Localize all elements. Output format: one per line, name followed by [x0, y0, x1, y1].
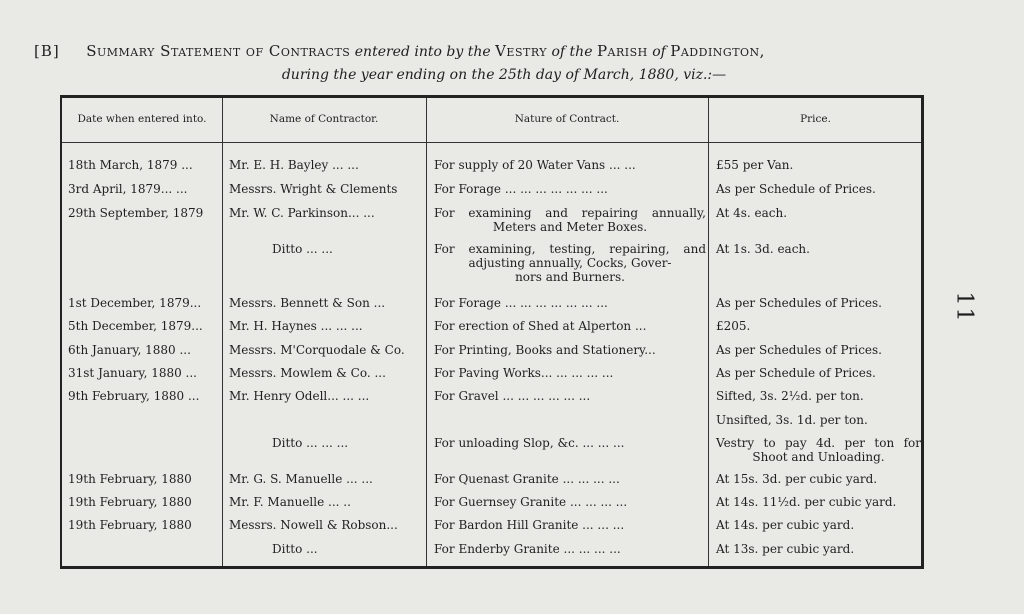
- heading-title: Summary Statement of Contracts: [86, 42, 351, 60]
- date-cell: 19th February, 1880: [68, 472, 192, 486]
- contractor-cell: Ditto ... ... ...: [272, 436, 349, 450]
- nature-line: For examining, testing, repairing, and: [434, 242, 706, 256]
- price-cell: As per Schedule of Prices.: [716, 182, 876, 196]
- header-nature: Nature of Contract.: [514, 113, 620, 125]
- contractor-cell: Messrs. Mowlem & Co. ...: [229, 366, 386, 380]
- date-cell: 6th January, 1880 ...: [68, 343, 191, 357]
- heading-paddington: Paddington,: [670, 42, 765, 60]
- contracts-table: [60, 95, 924, 569]
- contractor-cell: Messrs. M'Corquodale & Co.: [229, 343, 405, 357]
- price-cell: £205.: [716, 319, 751, 333]
- nature-cell: For Quenast Granite ... ... ... ...: [434, 472, 620, 486]
- price-cell: At 4s. each.: [716, 206, 788, 220]
- column-divider: [426, 98, 427, 566]
- price-line: Vestry to pay 4d. per ton for: [716, 436, 921, 450]
- nature-cell: For erection of Shed at Alperton ...: [434, 319, 647, 333]
- page-heading: [34, 40, 934, 87]
- nature-cell: For Guernsey Granite ... ... ... ...: [434, 495, 628, 509]
- contractor-cell: Mr. H. Haynes ... ... ...: [229, 319, 363, 333]
- nature-line: adjusting annually, Cocks, Gover-: [468, 256, 672, 270]
- nature-cell: For Printing, Books and Stationery...: [434, 343, 656, 357]
- contractor-cell: Ditto ... ...: [272, 242, 333, 256]
- heading-line-2: during the year ending on the 25th day of March, 1880, viz.:—: [281, 67, 727, 83]
- price-line: Unsifted, 3s. 1d. per ton.: [716, 413, 868, 427]
- heading-text: entered into by the: [354, 44, 491, 60]
- contractor-cell: Messrs. Bennett & Son ...: [229, 296, 386, 310]
- contractor-cell: Mr. F. Manuelle ... ..: [229, 495, 351, 509]
- nature-cell: For unloading Slop, &c. ... ... ...: [434, 436, 625, 450]
- section-reference: [B]: [34, 42, 60, 60]
- nature-cell: [434, 242, 706, 284]
- nature-cell: For Forage ... ... ... ... ... ... ...: [434, 296, 608, 310]
- heading-vestry: Vestry: [495, 42, 548, 60]
- nature-cell: For supply of 20 Water Vans ... ...: [434, 158, 636, 172]
- date-cell: 9th February, 1880 ...: [68, 389, 200, 403]
- date-cell: 19th February, 1880: [68, 518, 192, 532]
- column-divider: [708, 98, 709, 566]
- price-cell: As per Schedule of Prices.: [716, 366, 876, 380]
- date-cell: 31st January, 1880 ...: [68, 366, 197, 380]
- price-cell: At 1s. 3d. each.: [716, 242, 810, 256]
- price-line: Shoot and Unloading.: [752, 450, 885, 464]
- nature-cell: For Enderby Granite ... ... ... ...: [434, 542, 621, 556]
- date-cell: 18th March, 1879 ...: [68, 158, 193, 172]
- contractor-cell: Messrs. Nowell & Robson...: [229, 518, 398, 532]
- column-divider: [222, 98, 223, 566]
- nature-line: nors and Burners.: [515, 270, 625, 284]
- nature-cell: For Bardon Hill Granite ... ... ...: [434, 518, 625, 532]
- contractor-cell: Mr. G. S. Manuelle ... ...: [229, 472, 373, 486]
- price-cell: At 14s. 11½d. per cubic yard.: [716, 495, 897, 509]
- date-cell: 1st December, 1879...: [68, 296, 202, 310]
- page-number: 11: [951, 291, 977, 324]
- price-line: Sifted, 3s. 2½d. per ton.: [716, 389, 864, 403]
- nature-line: For examining and repairing annually,: [434, 206, 706, 220]
- header-date: Date when entered into.: [77, 113, 207, 125]
- date-cell: 3rd April, 1879... ...: [68, 182, 188, 196]
- heading-text: of: [652, 44, 666, 60]
- price-cell: [716, 436, 921, 464]
- header-rule: [62, 142, 921, 143]
- date-cell: 5th December, 1879...: [68, 319, 203, 333]
- heading-text: of the: [551, 44, 593, 60]
- price-cell: At 13s. per cubic yard.: [716, 542, 855, 556]
- date-cell: 19th February, 1880: [68, 495, 192, 509]
- nature-cell: For Forage ... ... ... ... ... ... ...: [434, 182, 608, 196]
- price-cell: £55 per Van.: [716, 158, 794, 172]
- heading-parish: Parish: [596, 42, 648, 60]
- price-cell: As per Schedules of Prices.: [716, 343, 882, 357]
- heading-line-1: [34, 40, 934, 64]
- nature-cell: For Paving Works... ... ... ... ...: [434, 366, 614, 380]
- price-cell: [716, 389, 921, 427]
- price-cell: As per Schedules of Prices.: [716, 296, 882, 310]
- price-cell: At 15s. 3d. per cubic yard.: [716, 472, 878, 486]
- date-cell: 29th September, 1879: [68, 206, 204, 220]
- nature-cell: For Gravel ... ... ... ... ... ...: [434, 389, 591, 403]
- price-cell: At 14s. per cubic yard.: [716, 518, 855, 532]
- contractor-cell: Mr. Henry Odell... ... ...: [229, 389, 370, 403]
- contractor-cell: Mr. W. C. Parkinson... ...: [229, 206, 375, 220]
- contractor-cell: Ditto ...: [272, 542, 318, 556]
- header-price: Price.: [800, 113, 831, 125]
- header-name: Name of Contractor.: [269, 113, 379, 125]
- contractor-cell: Messrs. Wright & Clements: [229, 182, 398, 196]
- contractor-cell: Mr. E. H. Bayley ... ...: [229, 158, 359, 172]
- nature-line: Meters and Meter Boxes.: [492, 220, 648, 234]
- nature-cell: [434, 206, 706, 234]
